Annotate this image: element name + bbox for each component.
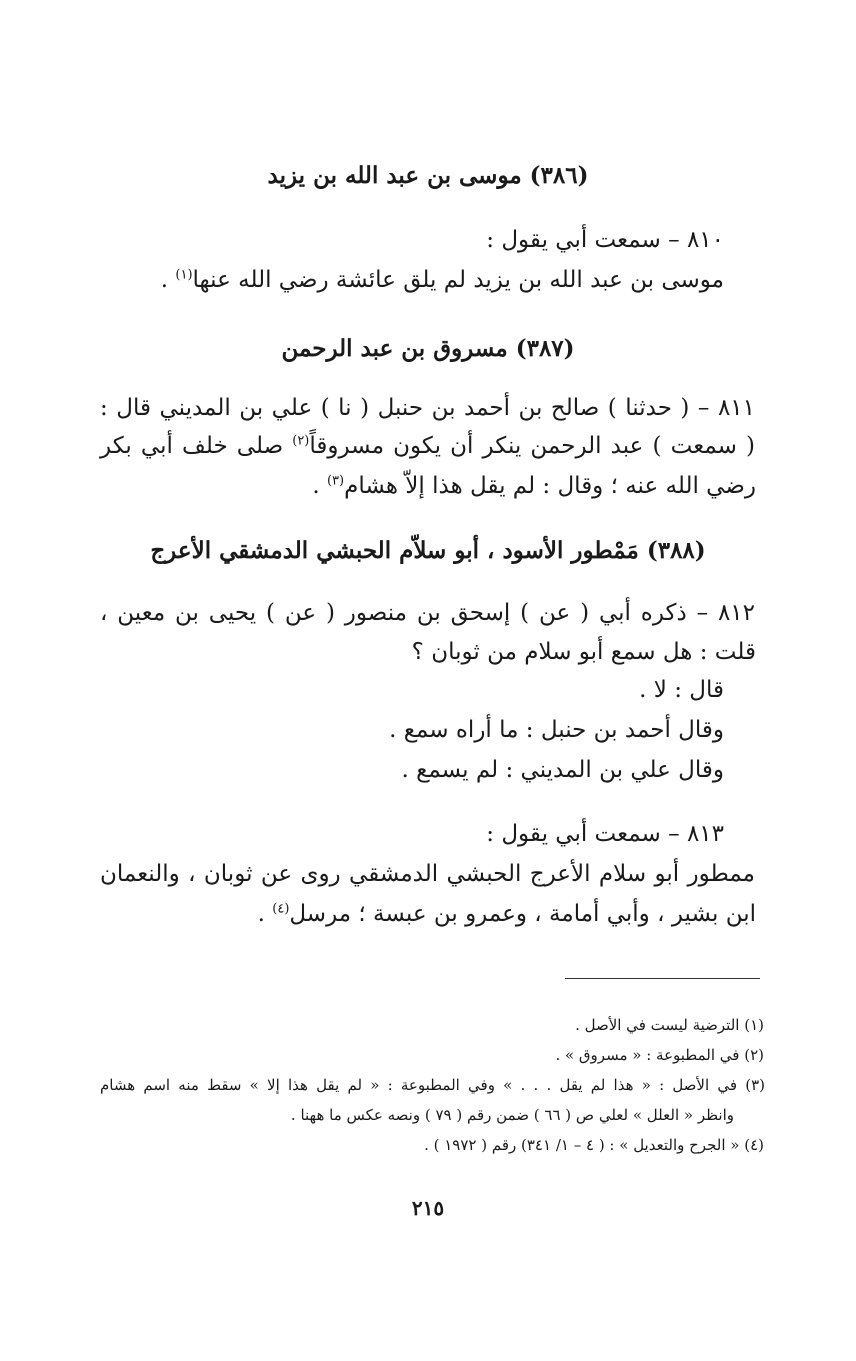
footnote-ref-3: (٣) [326, 473, 345, 489]
entry-810-text: موسى بن عبد الله بن يزيد لم يلق عائشة رضي الله عنها [192, 267, 724, 293]
entry-812-line-1: ٨١٢ – ذكره أبي ( عن ) إسحق بن منصور ( عن ) يحيى بن معين ، [100, 600, 755, 626]
footnote-ref-2: (٢) [292, 433, 310, 449]
section-heading-386: (٣٨٦) موسى بن عبد الله بن يزيد [267, 162, 589, 189]
section-heading-387: (٣٨٧) مسروق بن عبد الرحمن [281, 335, 575, 362]
entry-811-line-1: ٨١١ – ( حدثنا ) صالح بن أحمد بن حنبل ( نا ) علي بن المديني قال : [100, 395, 755, 421]
entry-811-text-b: صلى خلف أبي بكر [100, 433, 293, 459]
footnote-3-line-1: (٣) في الأصل : « هذا لم يقل . . . » وفي المطبوعة : « لم يقل هذا إلا » سقط منه اسم هشام [100, 1076, 765, 1094]
entry-813-line-1: ٨١٣ – سمعت أبي يقول : [486, 821, 724, 847]
entry-810-line-2 [161, 264, 724, 296]
entry-812-line-5: وقال علي بن المديني : لم يسمع . [401, 757, 724, 783]
entry-812-line-4: وقال أحمد بن حنبل : ما أراه سمع . [389, 717, 724, 743]
footnote-3-line-2: وانظر « العلل » لعلي ص ( ٦٦ ) ضمن رقم ( ٧٩ ) ونصه عكس ما ههنا . [290, 1106, 734, 1124]
entry-811-line-3 [312, 470, 756, 502]
entry-813-end: . [257, 901, 273, 927]
entry-812-line-3: قال : لا . [639, 677, 724, 703]
footnote-1: (١) الترضية ليست في الأصل . [575, 1016, 764, 1034]
entry-813-text: ابن بشير ، وأبي أمامة ، وعمرو بن عبسة ؛ مرسل [289, 901, 756, 927]
entry-812-line-2: قلت : هل سمع أبو سلام من ثوبان ؟ [411, 639, 756, 665]
entry-810-line-1: ٨١٠ – سمعت أبي يقول : [486, 227, 724, 253]
section-heading-388: (٣٨٨) مَمْطور الأسود ، أبو سلاّم الحبشي الدمشقي الأعرج [150, 537, 706, 564]
footnote-4: (٤) « الجرح والتعديل » : ( ٤ – ١/ ٣٤١) رقم ( ١٩٧٢ ) . [424, 1136, 764, 1154]
entry-813-line-2: ممطور أبو سلام الأعرج الحبشي الدمشقي روى عن ثوبان ، والنعمان [100, 861, 755, 887]
entry-811-text-c: رضي الله عنه ؛ وقال : لم يقل هذا إلاّ هشام [344, 473, 756, 499]
footnote-ref-1: (١) [175, 267, 193, 283]
entry-810-end: . [160, 267, 176, 293]
footnote-2: (٢) في المطبوعة : « مسروق » . [555, 1046, 764, 1064]
entry-813-line-3 [258, 898, 756, 930]
entry-811-end: . [312, 473, 327, 499]
footnote-divider [565, 978, 760, 979]
entry-811-text-a: ( سمعت ) عبد الرحمن ينكر أن يكون مسروقاً [309, 433, 755, 459]
page-number: ٢١٥ [411, 1196, 445, 1220]
footnote-ref-4: (٤) [272, 901, 290, 917]
entry-811-line-2 [100, 430, 755, 462]
